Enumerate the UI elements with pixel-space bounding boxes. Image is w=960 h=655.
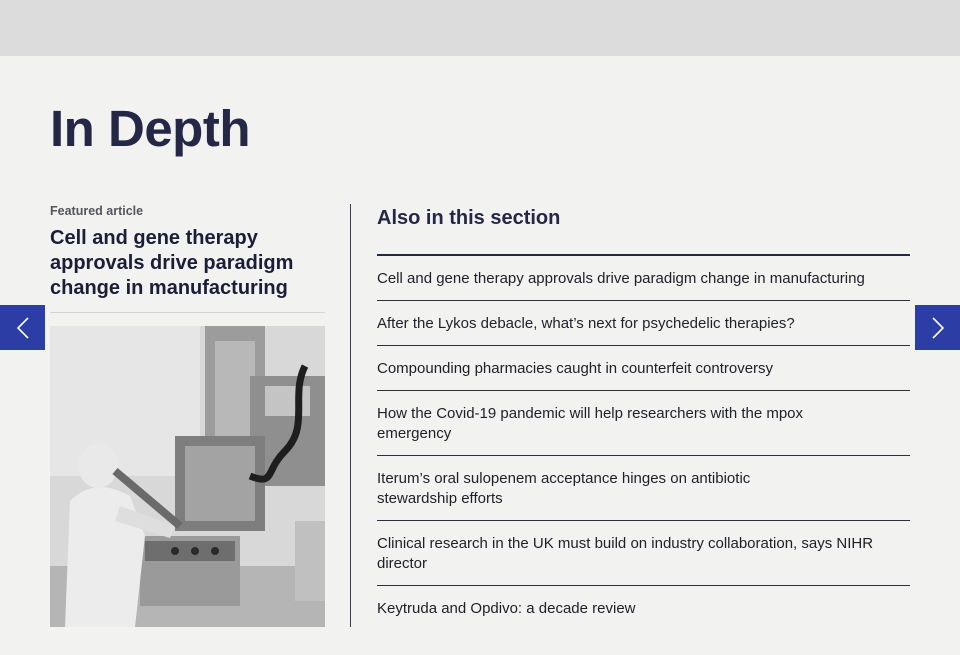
list-item xyxy=(377,521,910,586)
article-link[interactable]: How the Covid-19 pandemic will help researchers with the mpox emergency xyxy=(377,405,804,442)
column-divider xyxy=(350,204,351,627)
list-item xyxy=(377,346,910,391)
article-link[interactable]: After the Lykos debacle, what’s next for psychedelic therapies? xyxy=(377,315,795,332)
carousel-next-button[interactable] xyxy=(915,305,960,350)
featured-label: Featured article xyxy=(50,204,144,218)
also-in-section xyxy=(377,204,910,630)
list-item xyxy=(377,391,910,456)
article-list xyxy=(377,256,910,630)
featured-image[interactable] xyxy=(50,326,325,627)
article-link[interactable]: Clinical research in the UK must build on industry collaboration, says NIHR director xyxy=(377,535,874,572)
chevron-left-icon xyxy=(16,316,30,340)
article-link[interactable]: Iterum’s oral sulopenem acceptance hinges on antibiotic stewardship efforts xyxy=(377,470,751,507)
page-title: In Depth xyxy=(50,100,250,157)
list-item xyxy=(377,456,910,521)
list-item xyxy=(377,301,910,346)
featured-title[interactable]: Cell and gene therapy approvals drive paradigm change in manufacturing xyxy=(50,226,325,313)
list-item xyxy=(377,256,910,301)
list-item xyxy=(377,586,910,630)
chevron-right-icon xyxy=(931,316,945,340)
featured-article[interactable] xyxy=(50,204,325,313)
carousel-prev-button[interactable] xyxy=(0,305,45,350)
manufacturing-photo xyxy=(50,326,325,627)
article-link[interactable]: Compounding pharmacies caught in counterfeit controversy xyxy=(377,360,774,377)
article-link[interactable]: Cell and gene therapy approvals drive paradigm change in manufacturing xyxy=(377,270,865,287)
section-heading: Also in this section xyxy=(377,204,910,256)
article-link[interactable]: Keytruda and Opdivo: a decade review xyxy=(377,600,636,617)
site-header-bar xyxy=(0,0,960,56)
